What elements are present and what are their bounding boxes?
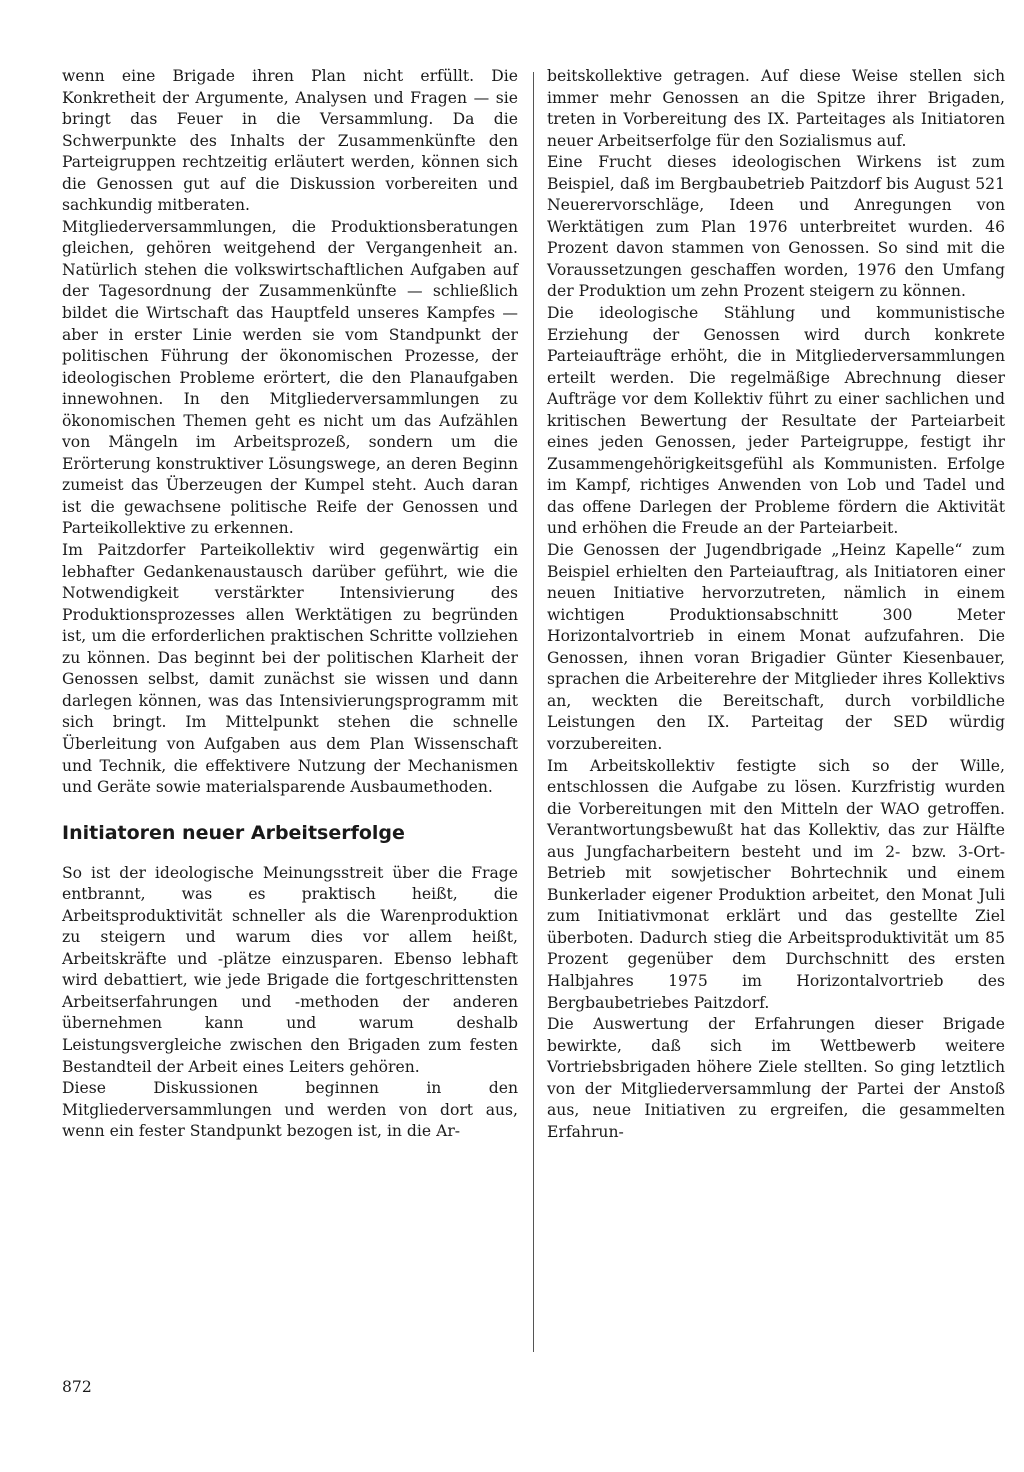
section-heading: Initiatoren neuer Arbeitserfolge bbox=[62, 821, 405, 844]
paragraph: Die Genossen der Jugendbrigade „Heinz Kapelle“ zum Beispiel erhielten den Parteiauftrag, als Initiatoren einer neuen Initiative hervorzutreten, nämlich in einem wichtigen Produktionsabschnitt 300 Meter Horizontalvortrieb in einem Monat aufzufahren. Die Genossen, ihnen voran Brigadier Günter Kiesenbauer, sprachen die Arbeiterehre der Mitglieder ihres Kollektivs an, weckten die Bereitschaft, durch vorbildliche Leistungen den IX. Parteitag der SED würdig vorzubereiten. bbox=[547, 541, 1005, 753]
paragraph: wenn eine Brigade ihren Plan nicht erfüllt. Die Konkretheit der Argumente, Analysen und Fragen — sie bringt das Feuer in die Versammlung. Da die Schwerpunkte des Inhalts der Zusammenkünfte den Parteigruppen rechtzeitig erläutert werden, können sich die Genossen gut auf die Diskussion vorbereiten und sachkundig mitberaten. bbox=[62, 67, 518, 215]
paragraph: So ist der ideologische Meinungsstreit über die Frage entbrannt, was es praktisch heißt, die Arbeitsproduktivität schneller als die Warenproduktion zu steigern und warum dies vor allem heißt, Arbeitskräfte und -plätze einzusparen. Ebenso lebhaft wird debattiert, wie jede Brigade die fortgeschrittensten Arbeitserfahrungen und -methoden der anderen übernehmen kann und warum deshalb Leistungsvergleiche zwischen den Brigaden zum festen Bestandteil der Arbeit eines Leiters gehören. bbox=[62, 863, 518, 1076]
paragraph: Mitgliederversammlungen, die Produktionsberatungen gleichen, gehören weitgehend der Vergangenheit an. Natürlich stehen die volkswirtschaftlichen Aufgaben auf der Tagesordnung der Zusammenkünfte — schließlich bildet die Wirtschaft das Hauptfeld unseres Kampfes — aber in erster Linie werden sie vom Standpunkt der politischen Führung der ökonomischen Prozesse, der ideologischen Probleme erörtert, die den Planaufgaben innewohnen. In den Mitgliederversammlungen zu ökonomischen Themen geht es nicht um das Aufzählen von Mängeln im Arbeitsprozeß, sondern um die Erörterung konstruktiver Lösungswege, an deren Beginn zumeist das Überzeugen der Kumpel steht. Auch daran ist die gewachsene politische Reife der Genossen und Parteikollektive zu erkennen. bbox=[62, 217, 518, 538]
paragraph: beitskollektive getragen. Auf diese Weise stellen sich immer mehr Genossen an die Spitze ihrer Brigaden, treten in Vorbereitung des IX. Parteitages als Initiatoren neuer Arbeitserfolge für den Sozialismus auf. bbox=[547, 67, 1005, 150]
left-column bbox=[62, 66, 518, 1143]
paragraph: Im Arbeitskollektiv festigte sich so der Wille, entschlossen die Aufgabe zu lösen. Kurzfristig wurden die Vorbereitungen mit den Mitteln der WAO getroffen. Verantwortungsbewußt hat das Kollektiv, das zur Hälfte aus Jungfacharbeitern besteht und im 2- bzw. 3-Ort-Betrieb mit sowjetischer Bohrtechnik und einem Bunkerlader eigener Produktion arbeitet, den Monat Juli zum Initiativmonat erklärt und das gestellte Ziel überboten. Dadurch stieg die Arbeitsproduktivität um 85 Prozent gegenüber dem Durchschnitt des ersten Halbjahres 1975 im Horizontalvortrieb des Bergbaubetriebes Paitzdorf. bbox=[547, 756, 1005, 1012]
page-number: 872 bbox=[62, 1378, 92, 1396]
right-column bbox=[547, 66, 1005, 1143]
paragraph: Die Auswertung der Erfahrungen dieser Brigade bewirkte, daß sich im Wettbewerb weitere Vortriebsbrigaden höhere Ziele stellten. So ging letztlich von der Mitgliederversammlung der Partei der Anstoß aus, neue Initiativen zu ergreifen, die gesammelten Erfahrun- bbox=[547, 1015, 1005, 1141]
column-divider bbox=[533, 72, 534, 1352]
paragraph: Eine Frucht dieses ideologischen Wirkens ist zum Beispiel, daß im Bergbaubetrieb Paitzdorf bis August 521 Neuerervorschläge, Ideen und Anregungen von Werktätigen zum Plan 1976 unterbreitet wurden. 46 Prozent davon stammen von Genossen. So sind mit die Voraussetzungen geschaffen worden, 1976 den Umfang der Produktion um zehn Prozent steigern zu können. bbox=[547, 153, 1005, 301]
paragraph: Die ideologische Stählung und kommunistische Erziehung der Genossen wird durch konkrete Parteiaufträge erhöht, die in Mitgliederversammlungen erteilt werden. Die regelmäßige Abrechnung dieser Aufträge vor dem Kollektiv führt zu einer sachlichen und kritischen Bewertung der Resultate der Parteiarbeit eines jeden Genossen, jeder Parteigruppe, festigt ihr Zusammengehörigkeitsgefühl als Kommunisten. Erfolge im Kampf, richtiges Anwenden von Lob und Tadel und das offene Darlegen der Probleme fördern die Aktivität und erhöhen die Freude an der Parteiarbeit. bbox=[547, 304, 1005, 538]
paragraph: Diese Diskussionen beginnen in den Mitgliederversammlungen und werden von dort aus, wenn ein fester Standpunkt bezogen ist, in die Ar- bbox=[62, 1079, 518, 1141]
paragraph: Im Paitzdorfer Parteikollektiv wird gegenwärtig ein lebhafter Gedankenaustausch darüber geführt, wie die Notwendigkeit verstärkter Intensivierung des Produktionsprozesses allen Werktätigen zu begründen ist, um die erforderlichen praktischen Schritte vollziehen zu können. Das beginnt bei der politischen Klarheit der Genossen selbst, damit zunächst sie wissen und dann darlegen können, was das Intensivierungsprogramm mit sich bringt. Im Mittelpunkt stehen die schnelle Überleitung von Aufgaben aus dem Plan Wissenschaft und Technik, die effektivere Nutzung der Mechanismen und Geräte sowie materialsparende Ausbaumethoden. bbox=[62, 541, 518, 797]
